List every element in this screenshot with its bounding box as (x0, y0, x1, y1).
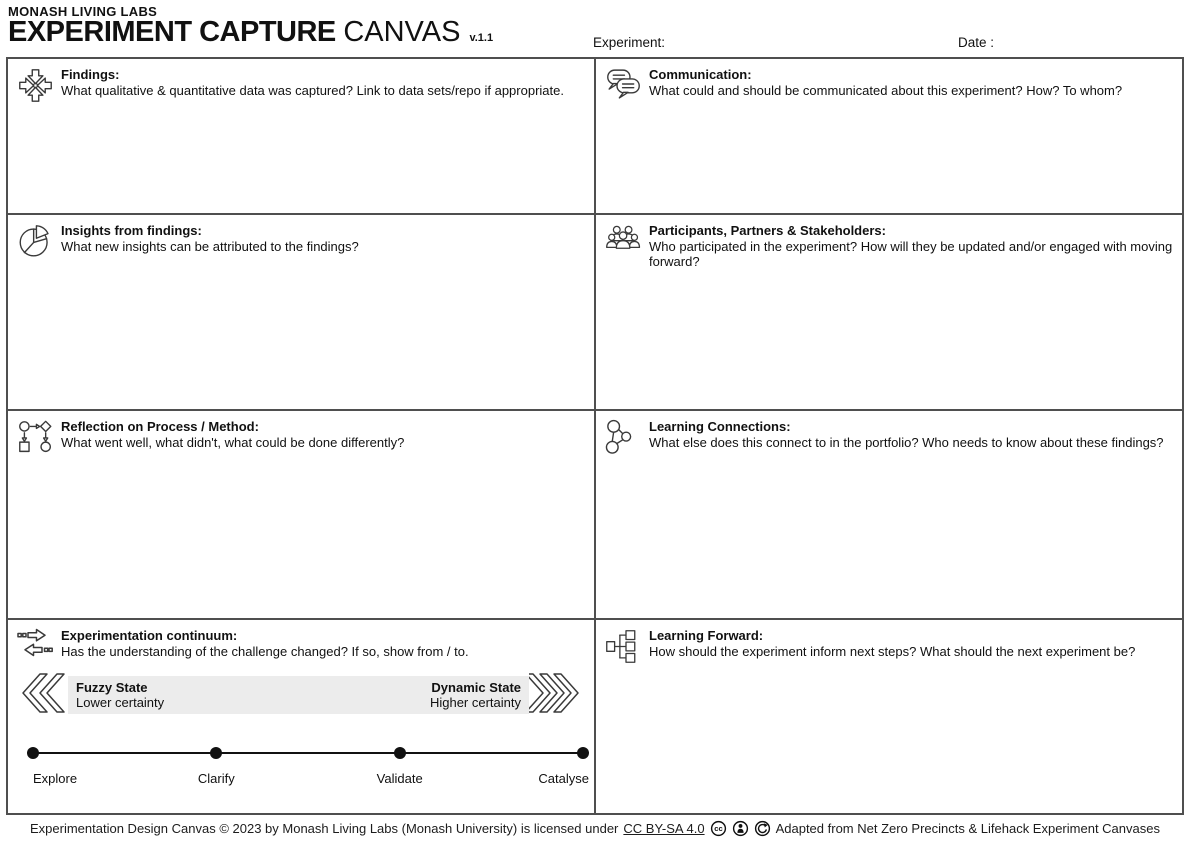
communication-title: Communication: (649, 67, 752, 82)
chevrons-left-icon (21, 673, 68, 718)
cell-reflection (8, 411, 596, 620)
timeline-dot-catalyse (577, 747, 589, 759)
stage-timeline (33, 745, 589, 791)
cell-continuum (8, 620, 596, 813)
participants-prompt: Who participated in the experiment? How will they be updated and/or engaged with moving forward? (649, 238, 1173, 269)
insights-title: Insights from findings: (61, 223, 202, 238)
cell-connections (596, 411, 1182, 620)
learning-forward-prompt: How should the experiment inform next steps? What should the next experiment be? (649, 643, 1136, 659)
cc-icon (710, 820, 727, 837)
page-title-bold: EXPERIMENT CAPTURE (8, 16, 336, 48)
continuum-prompt: Has the understanding of the challenge changed? If so, show from / to. (61, 643, 469, 659)
canvas-grid (6, 57, 1184, 815)
learning-forward-title: Learning Forward: (649, 628, 764, 643)
cell-insights (8, 215, 596, 411)
page-title (8, 17, 493, 47)
footer-attribution: Adapted from Net Zero Precincts & Lifehack Experiment Canvases (775, 821, 1160, 836)
connections-prompt: What else does this connect to in the portfolio? Who needs to know about these findings? (649, 434, 1164, 450)
cell-findings (8, 59, 596, 215)
sitemap-icon (605, 628, 642, 665)
timeline-line (33, 752, 583, 754)
findings-prompt: What qualitative & quantitative data was captured? Link to data sets/repo if appropriate. (61, 82, 564, 98)
state-banner-bar (68, 676, 529, 714)
speech-bubbles-icon (605, 67, 642, 101)
connections-title: Learning Connections: (649, 419, 791, 434)
participants-title: Participants, Partners & Stakeholders: (649, 223, 886, 238)
converge-arrows-icon (17, 67, 54, 104)
footer-text: Experimentation Design Canvas © 2023 by Monash Living Labs (Monash University) is licensed under (30, 821, 619, 836)
state-banner (21, 675, 581, 715)
cell-participants (596, 215, 1182, 411)
communication-prompt: What could and should be communicated about this experiment? How? To whom? (649, 82, 1123, 98)
version-label: v.1.1 (469, 32, 494, 44)
flowchart-icon (17, 419, 54, 456)
stage-label-validate: Validate (376, 771, 423, 786)
chevrons-right-icon (529, 673, 581, 718)
stage-label-catalyse: Catalyse (538, 771, 589, 786)
org-name: MONASH LIVING LABS (8, 4, 158, 19)
bidirectional-arrows-icon (17, 628, 54, 657)
timeline-dot-clarify (210, 747, 222, 759)
findings-title: Findings: (61, 67, 120, 82)
cell-communication (596, 59, 1182, 215)
timeline-dot-validate (394, 747, 406, 759)
cc-license-link[interactable]: CC BY-SA 4.0 (623, 821, 705, 836)
stage-label-explore: Explore (33, 771, 78, 786)
network-nodes-icon (605, 419, 642, 456)
fuzzy-state-label: Fuzzy State Lower certainty (76, 680, 165, 710)
continuum-title: Experimentation continuum: (61, 628, 238, 643)
date-field-label: Date : (958, 35, 995, 50)
people-group-icon (605, 223, 642, 255)
stage-label-clarify: Clarify (197, 771, 235, 786)
svg-text:cc: cc (713, 824, 723, 834)
cell-learning-forward (596, 620, 1182, 813)
attribution-person-icon (732, 820, 749, 837)
reflection-title: Reflection on Process / Method: (61, 419, 259, 434)
page-title-light: CANVAS (343, 16, 461, 48)
pie-chart-icon (17, 223, 54, 260)
insights-prompt: What new insights can be attributed to the findings? (61, 238, 359, 254)
reflection-prompt: What went well, what didn't, what could be done differently? (61, 434, 405, 450)
dynamic-state-label: Dynamic State Higher certainty (429, 680, 521, 710)
share-alike-icon (754, 820, 771, 837)
timeline-dot-explore (27, 747, 39, 759)
license-footer (0, 820, 1190, 837)
experiment-field-label: Experiment: (593, 35, 666, 50)
